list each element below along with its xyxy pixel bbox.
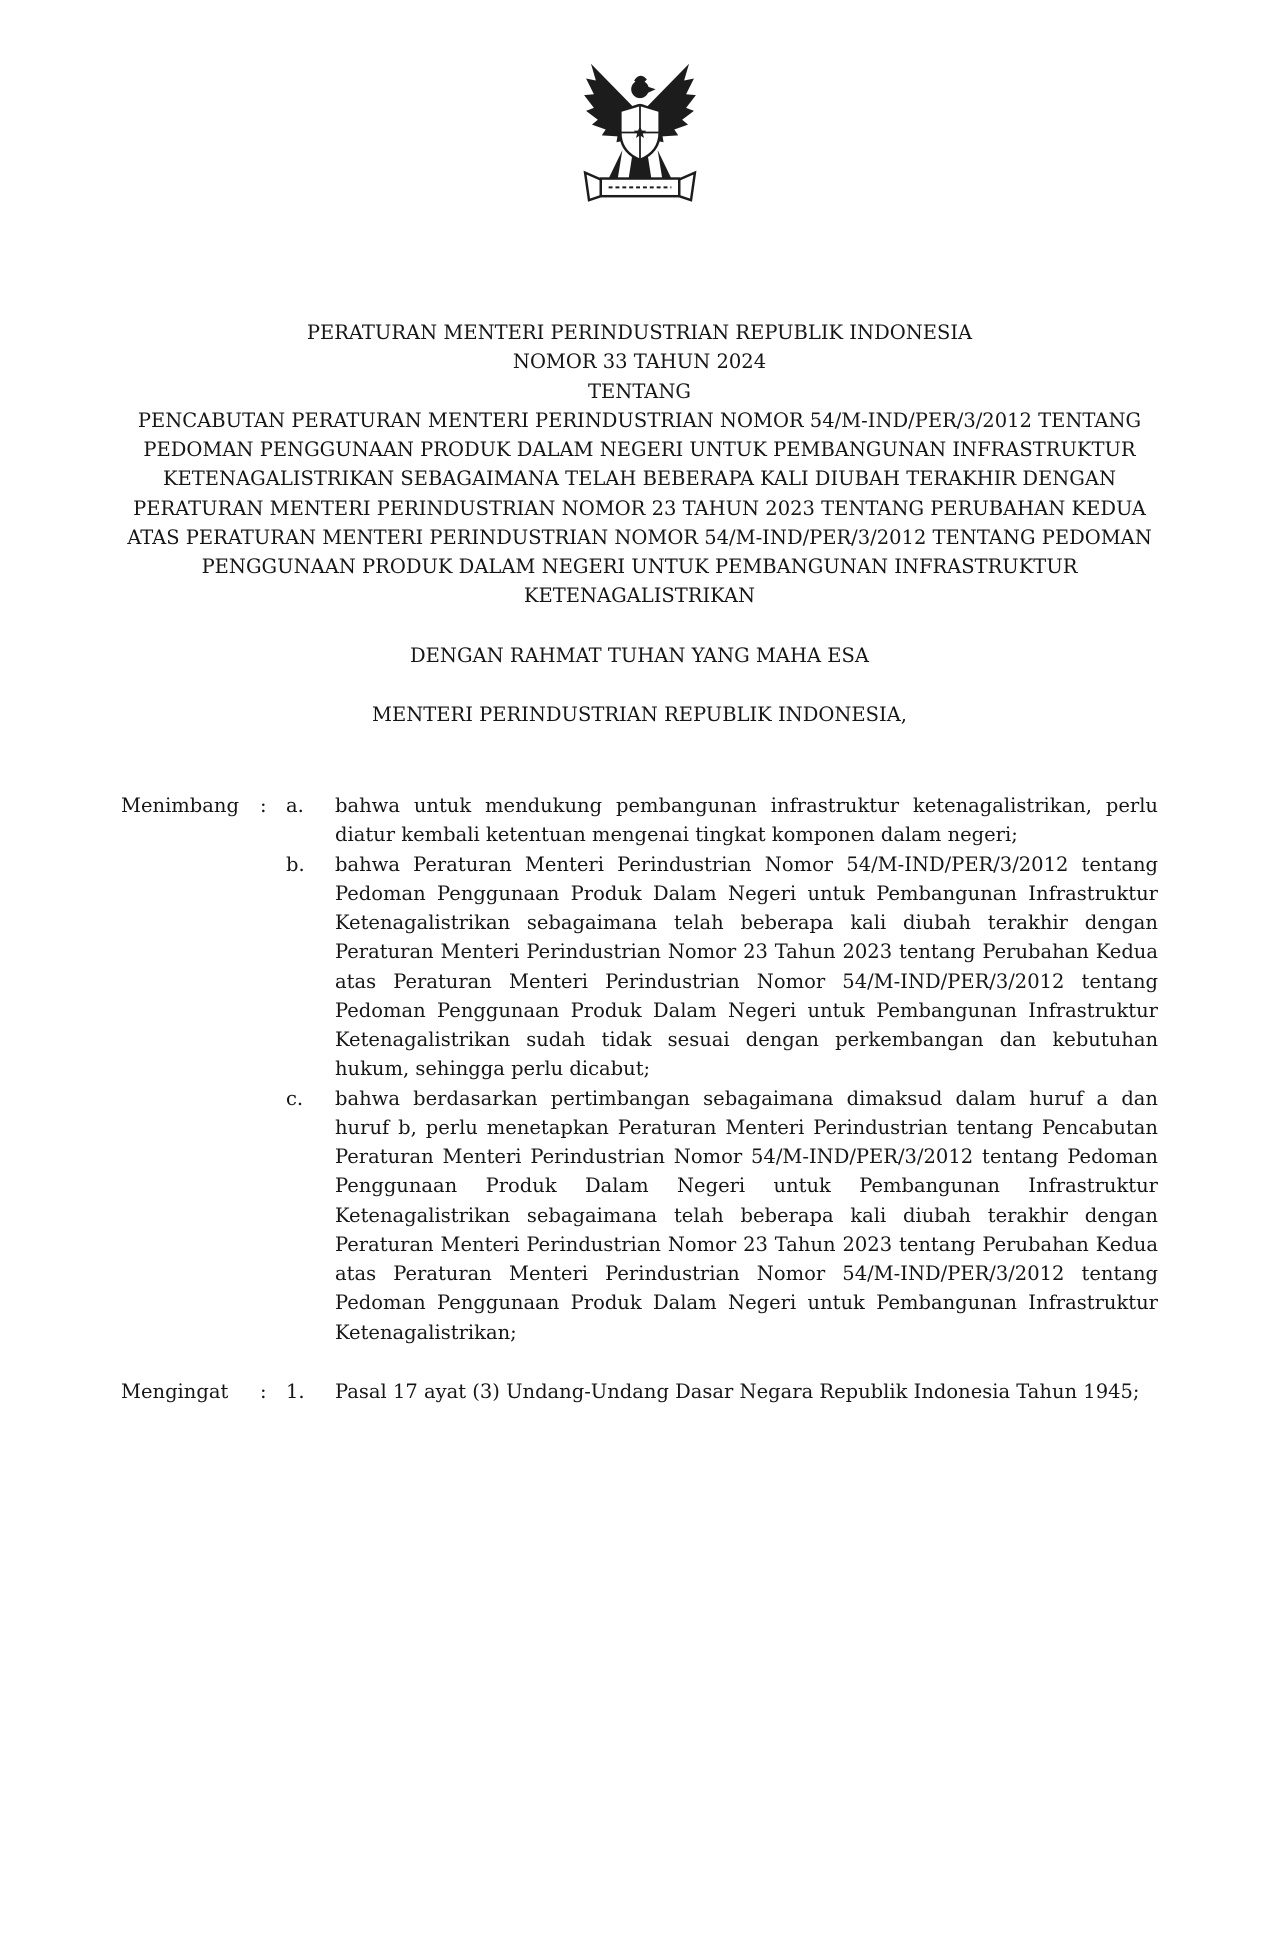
menimbang-colon: : (260, 794, 267, 817)
invocation-line: DENGAN RAHMAT TUHAN YANG MAHA ESA (410, 643, 869, 667)
item-marker-1: 1. (286, 1379, 305, 1403)
menimbang-label: Menimbang (121, 794, 239, 817)
mengingat-colon: : (260, 1379, 267, 1403)
menimbang-item-b (121, 850, 1158, 1084)
regulation-subject: PENCABUTAN PERATURAN MENTERI PERINDUSTRIAN NOMOR 54/M-IND/PER/3/2012 TENTANG PEDOMAN PENGGUNAAN PRODUK DALAM NEGERI UNTUK PEMBANGUNAN INFRASTRUKTUR KETENAGALISTRIKAN SEBAGAIMANA TELAH BEBERAPA KALI DIUBAH TERAKHIR DENGAN PERATURAN MENTERI PERINDUSTRIAN NOMOR 23 TAHUN 2023 TENTANG PERUBAHAN KEDUA ATAS PERATURAN MENTERI PERINDUSTRIAN NOMOR 54/M-IND/PER/3/2012 TENTANG PEDOMAN PENGGUNAAN PRODUK DALAM NEGERI UNTUK PEMBANGUNAN INFRASTRUKTUR KETENAGALISTRIKAN (127, 408, 1152, 608)
title-block (121, 318, 1158, 611)
tentang-label: TENTANG (588, 379, 691, 403)
mengingat-item-1 (121, 1377, 1158, 1406)
menimbang-item-a (121, 791, 1158, 850)
item-text-1: Pasal 17 ayat (3) Undang-Undang Dasar Negara Republik Indonesia Tahun 1945; (335, 1379, 1140, 1403)
item-text-c: bahwa berdasarkan pertimbangan sebagaimana dimaksud dalam huruf a dan huruf b, perlu menetapkan Peraturan Menteri Perindustrian tentang Pencabutan Peraturan Menteri Perindustrian Nomor 54/M-IND/PER/3/2012 tentang Pedoman Penggunaan Produk Dalam Negeri untuk Pembangunan Infrastruktur Ketenagalistrikan sebagaimana telah beberapa kali diubah terakhir dengan Peraturan Menteri Perindustrian Nomor 23 Tahun 2023 tentang Perubahan Kedua atas Peraturan Menteri Perindustrian Nomor 54/M-IND/PER/3/2012 tentang Pedoman Penggunaan Produk Dalam Negeri untuk Pembangunan Infrastruktur Ketenagalistrikan; (335, 1086, 1158, 1344)
mengingat-label: Mengingat (121, 1379, 229, 1403)
item-marker-c: c. (286, 1086, 304, 1110)
menimbang-item-c (121, 1084, 1158, 1347)
menimbang-section (121, 791, 1158, 1347)
emblem-container (121, 54, 1158, 206)
mengingat-section (121, 1377, 1158, 1406)
item-text-b: bahwa Peraturan Menteri Perindustrian Nomor 54/M-IND/PER/3/2012 tentang Pedoman Penggunaan Produk Dalam Negeri untuk Pembangunan Infrastruktur Ketenagalistrikan sebagaimana telah beberapa kali diubah terakhir dengan Peraturan Menteri Perindustrian Nomor 23 Tahun 2023 tentang Perubahan Kedua atas Peraturan Menteri Perindustrian Nomor 54/M-IND/PER/3/2012 tentang Pedoman Penggunaan Produk Dalam Negeri untuk Pembangunan Infrastruktur Ketenagalistrikan sudah tidak sesuai dengan perkembangan dan kebutuhan hukum, sehingga perlu dicabut; (335, 852, 1158, 1081)
regulation-title: PERATURAN MENTERI PERINDUSTRIAN REPUBLIK INDONESIA (306, 321, 973, 344)
regulation-number: NOMOR 33 TAHUN 2024 (512, 350, 767, 374)
item-marker-b: b. (286, 852, 305, 876)
garuda-pancasila-emblem-icon (581, 54, 699, 206)
item-marker-a: a. (286, 794, 304, 817)
authority-line: MENTERI PERINDUSTRIAN REPUBLIK INDONESIA, (372, 702, 907, 726)
item-text-a: bahwa untuk mendukung pembangunan infrastruktur ketenagalistrikan, perlu diatur kembali ketentuan mengenai tingkat komponen dalam negeri; (335, 794, 1158, 847)
